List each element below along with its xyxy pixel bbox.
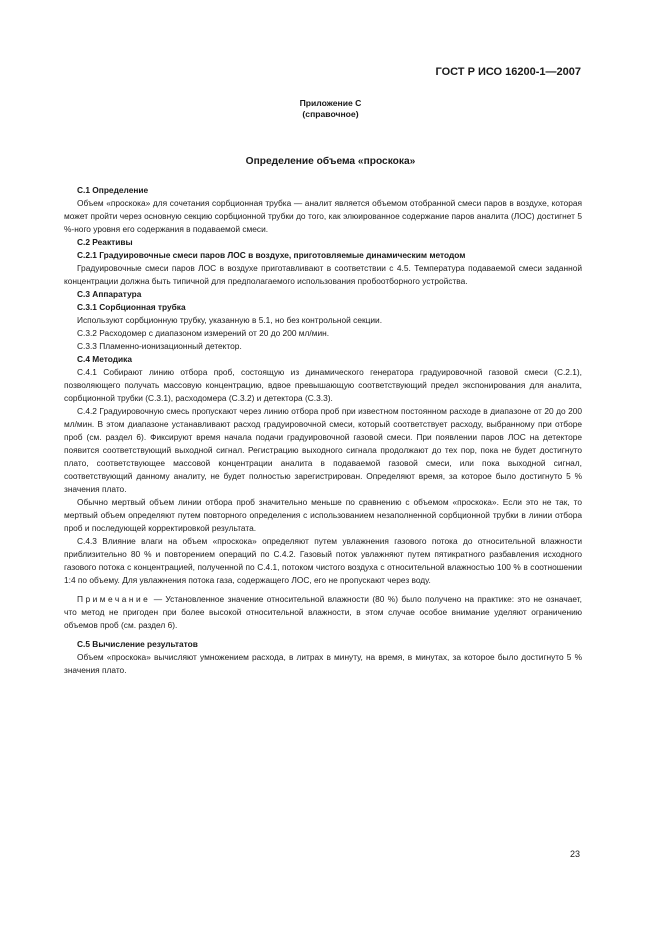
document-id: ГОСТ Р ИСО 16200-1—2007	[435, 66, 581, 78]
annex-label: Приложение С	[299, 98, 362, 108]
paragraph-c3-3: С.3.3 Пламенно-ионизационный детектор.	[77, 341, 242, 351]
subsection-heading-c3-1: С.3.1 Сорбционная трубка	[77, 302, 186, 312]
section-heading-c1: С.1 Определение	[77, 185, 149, 195]
subsection-heading-c2-1: С.2.1 Градуировочные смеси паров ЛОС в воздухе, приготовляемые динамическим методом	[77, 250, 466, 260]
paragraph-c4-2: С.4.2 Градуировочную смесь пропускают через линию отбора проб при известном постоянном расходе в диапазоне от 20 до 200 мл/мин. В этом диапазоне устанавливают расход градуировочной смеси, который соответствует расходу, выбранному при отборе проб (см. раздел 6). Фиксируют время начала подачи градуировочной газовой смеси. При появлении паров ЛОС на детекторе появится соответствующий выходной сигнал. Регистрацию выходного сигнала продолжают до тех пор, пока не будет достигнуто плато, соответствующее массовой концентрации аналита в подаваемой газовой смеси, или пока выходной сигнал, соответствующий данному аналиту, не будет полностью зарегистрирован. Определяют время, за которое было достигнуто 5 % значения плато.	[64, 406, 582, 494]
note-label: Примечание	[77, 594, 151, 604]
paragraph-c3-2: С.3.2 Расходомер с диапазоном измерений от 20 до 200 мл/мин.	[77, 328, 330, 338]
paragraph-c2-1: Градуировочные смеси паров ЛОС в воздухе приготавливают в соответствии с 4.5. Температура подаваемой смеси заданной концентрации должна быть типичной для предполагаемого использования пробоотборного устройства.	[64, 263, 582, 286]
document-body	[64, 184, 582, 677]
paragraph-c4-3: С.4.3 Влияние влаги на объем «проскока» определяют путем увлажнения газового потока до относительной влажности приблизительно 80 % и повторением операций по С.4.2. Газовый поток увлажняют путем пятикратного разбавления исходного газового потока с концентрацией, полученной по С.4.1, потоком чистого воздуха с относительной влажностью 100 % в соотношении 1:4 по объему. Для увлажнения потока газа, содержащего ЛОС, его не пропускают через воду.	[64, 536, 582, 585]
page-title: Определение объема «проскока»	[245, 156, 416, 167]
section-heading-c2: С.2 Реактивы	[77, 237, 133, 247]
paragraph-c1: Объем «проскока» для сочетания сорбционная трубка — аналит является объемом отобранной смеси паров в воздухе, которая может пройти через основную секцию сорбционной трубки до того, как элюированное содержание паров аналита (ЛОС) достигнет 5 %-ного уровня его содержания в подаваемой смеси.	[64, 198, 582, 234]
note	[64, 593, 582, 632]
section-heading-c4: С.4 Методика	[77, 354, 132, 364]
section-heading-c5: С.5 Вычисление результатов	[77, 639, 198, 649]
annex-heading	[0, 98, 661, 120]
section-heading-c3: С.3 Аппаратура	[77, 289, 142, 299]
note-text: — Установленное значение относительной влажности (80 %) было получено на практике: это не означает, что метод не пригоден при более высокой относительной влажности, в этом случае особое внимание уделяют ограничению объемов проб (см. раздел 6).	[64, 594, 582, 630]
paragraph-c5: Объем «проскока» вычисляют умножением расхода, в литрах в минуту, на время, в минутах, за которое было достигнуто 5 % значения плато.	[64, 652, 582, 675]
annex-type: (справочное)	[302, 109, 359, 119]
paragraph-c3-1: Используют сорбционную трубку, указанную в 5.1, но без контрольной секции.	[77, 315, 383, 325]
page-number: 23	[569, 849, 580, 859]
paragraph-c4-1: С.4.1 Собирают линию отбора проб, состоящую из динамического генератора градуировочной газовой смеси (С.2.1), позволяющего получать массовую концентрацию, вдвое превышающую соответствующий предел экспонирования для аналита, сорбционной трубки (С.3.1), расходомера (С.3.2) и детектора (С.3.3).	[64, 367, 582, 403]
paragraph-c4-2-deadvolume: Обычно мертвый объем линии отбора проб значительно меньше по сравнению с объемом «проскока». Если это не так, то мертвый объем определяют путем повторного определения с использованием незаполненной сорбционной трубки в линии отбора проб и последующей корректировкой результата.	[64, 497, 582, 533]
